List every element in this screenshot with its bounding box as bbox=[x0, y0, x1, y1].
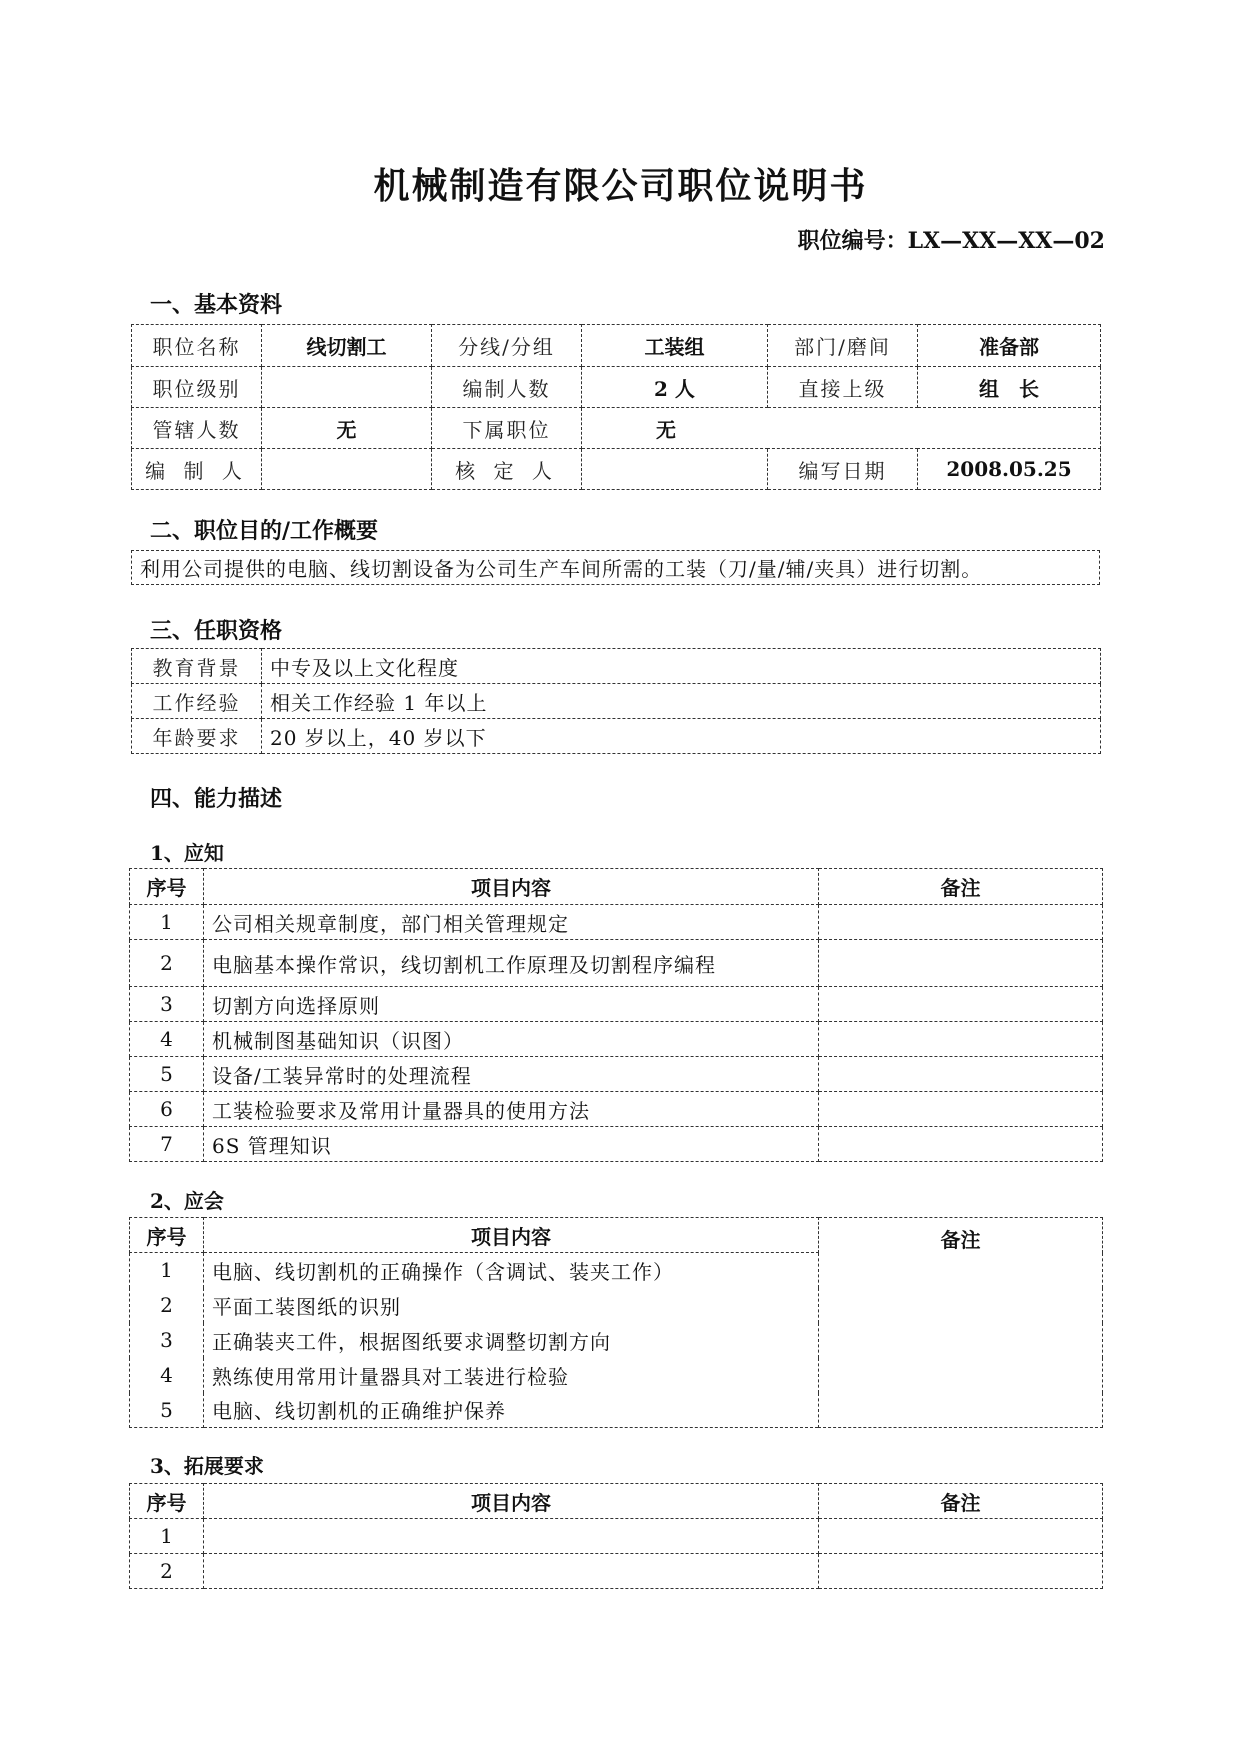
row-number: 2 bbox=[130, 940, 204, 987]
row-number: 4 bbox=[130, 1358, 204, 1393]
row-content bbox=[204, 1519, 819, 1554]
extend-table bbox=[129, 1483, 1103, 1589]
value-department: 准备部 bbox=[918, 325, 1101, 367]
table-row bbox=[130, 1127, 1103, 1162]
row-number: 5 bbox=[130, 1057, 204, 1092]
table-row bbox=[130, 1554, 1103, 1589]
column-header-no: 序号 bbox=[130, 1218, 204, 1253]
value-position-name: 线切割工 bbox=[262, 325, 432, 367]
qualification-table bbox=[131, 648, 1101, 754]
row-content: 6S 管理知识 bbox=[204, 1127, 819, 1162]
row-remark bbox=[819, 1554, 1103, 1589]
table-row bbox=[130, 1057, 1103, 1092]
value-managed-count: 无 bbox=[262, 408, 432, 449]
label-position-level: 职位级别 bbox=[132, 367, 262, 408]
row-content: 电脑、线切割机的正确操作（含调试、装夹工作） bbox=[204, 1253, 819, 1288]
row-content: 平面工装图纸的识别 bbox=[204, 1288, 819, 1323]
row-number: 4 bbox=[130, 1022, 204, 1057]
value-approver bbox=[582, 449, 768, 490]
value-write-date: 2008.05.25 bbox=[918, 449, 1101, 490]
row-remark bbox=[819, 987, 1103, 1022]
row-content: 正确装夹工件，根据图纸要求调整切割方向 bbox=[204, 1323, 819, 1358]
section-qualification-heading: 三、任职资格 bbox=[150, 618, 283, 644]
value-author bbox=[262, 449, 432, 490]
label-education: 教育背景 bbox=[132, 649, 262, 684]
label-line-group: 分线/分组 bbox=[432, 325, 582, 367]
column-header-remark: 备注 bbox=[819, 1484, 1103, 1519]
row-content: 熟练使用常用计量器具对工装进行检验 bbox=[204, 1358, 819, 1393]
purpose-table bbox=[131, 550, 1100, 585]
document-title: 机械制造有限公司职位说明书 bbox=[373, 165, 868, 207]
row-number: 7 bbox=[130, 1127, 204, 1162]
value-headcount: 2 人 bbox=[582, 367, 768, 408]
row-number: 1 bbox=[130, 905, 204, 940]
row-content: 电脑基本操作常识，线切割机工作原理及切割程序编程 bbox=[204, 940, 819, 987]
table-row bbox=[130, 987, 1103, 1022]
section-purpose-heading: 二、职位目的/工作概要 bbox=[150, 518, 379, 544]
value-line-group: 工装组 bbox=[582, 325, 768, 367]
label-write-date: 编写日期 bbox=[768, 449, 918, 490]
label-subordinate: 下属职位 bbox=[432, 408, 582, 449]
label-supervisor: 直接上级 bbox=[768, 367, 918, 408]
know-table bbox=[129, 868, 1103, 1162]
column-header-content: 项目内容 bbox=[204, 1218, 819, 1253]
value-position-level bbox=[262, 367, 432, 408]
label-age: 年龄要求 bbox=[132, 719, 262, 754]
row-number: 1 bbox=[130, 1253, 204, 1288]
column-header-content: 项目内容 bbox=[204, 1484, 819, 1519]
row-number: 2 bbox=[130, 1554, 204, 1589]
column-header-content: 项目内容 bbox=[204, 869, 819, 905]
column-header-no: 序号 bbox=[130, 1484, 204, 1519]
row-remark bbox=[819, 1519, 1103, 1554]
basic-info-table bbox=[131, 324, 1101, 490]
row-number: 2 bbox=[130, 1288, 204, 1323]
row-content: 工装检验要求及常用计量器具的使用方法 bbox=[204, 1092, 819, 1127]
row-content: 机械制图基础知识（识图） bbox=[204, 1022, 819, 1057]
row-content: 切割方向选择原则 bbox=[204, 987, 819, 1022]
row-remark bbox=[819, 940, 1103, 987]
position-code: 职位编号：LX—XX—XX—02 bbox=[797, 228, 1105, 254]
skill-subheading: 2、应会 bbox=[150, 1189, 224, 1213]
label-experience: 工作经验 bbox=[132, 684, 262, 719]
label-department: 部门/磨间 bbox=[768, 325, 918, 367]
label-author: 编 制 人 bbox=[132, 449, 262, 490]
row-number: 3 bbox=[130, 987, 204, 1022]
label-managed-count: 管辖人数 bbox=[132, 408, 262, 449]
column-header-remark: 备注 bbox=[819, 869, 1103, 905]
row-remark bbox=[819, 905, 1103, 940]
section-ability-heading: 四、能力描述 bbox=[150, 786, 283, 812]
label-position-name: 职位名称 bbox=[132, 325, 262, 367]
row-content bbox=[204, 1554, 819, 1589]
table-row bbox=[130, 1022, 1103, 1057]
column-header-remark: 备注 bbox=[819, 1218, 1103, 1428]
purpose-text: 利用公司提供的电脑、线切割设备为公司生产车间所需的工装（刀/量/辅/夹具）进行切割。 bbox=[132, 551, 1100, 585]
table-row bbox=[130, 1519, 1103, 1554]
row-content: 设备/工装异常时的处理流程 bbox=[204, 1057, 819, 1092]
value-subordinate: 无 bbox=[582, 408, 1101, 449]
know-subheading: 1、应知 bbox=[150, 841, 224, 865]
table-row bbox=[130, 905, 1103, 940]
column-header-no: 序号 bbox=[130, 869, 204, 905]
table-row bbox=[130, 1092, 1103, 1127]
row-remark bbox=[819, 1057, 1103, 1092]
row-number: 1 bbox=[130, 1519, 204, 1554]
label-headcount: 编制人数 bbox=[432, 367, 582, 408]
section-basic-heading: 一、基本资料 bbox=[150, 292, 283, 318]
value-experience: 相关工作经验 1 年以上 bbox=[262, 684, 1101, 719]
row-remark bbox=[819, 1127, 1103, 1162]
row-number: 5 bbox=[130, 1393, 204, 1428]
table-row bbox=[130, 940, 1103, 987]
value-supervisor: 组 长 bbox=[918, 367, 1101, 408]
row-number: 6 bbox=[130, 1092, 204, 1127]
extend-subheading: 3、拓展要求 bbox=[150, 1454, 264, 1478]
label-approver: 核 定 人 bbox=[432, 449, 582, 490]
skill-table bbox=[129, 1217, 1103, 1428]
row-remark bbox=[819, 1022, 1103, 1057]
row-number: 3 bbox=[130, 1323, 204, 1358]
value-education: 中专及以上文化程度 bbox=[262, 649, 1101, 684]
row-remark bbox=[819, 1092, 1103, 1127]
value-age: 20 岁以上，40 岁以下 bbox=[262, 719, 1101, 754]
row-content: 公司相关规章制度，部门相关管理规定 bbox=[204, 905, 819, 940]
row-content: 电脑、线切割机的正确维护保养 bbox=[204, 1393, 819, 1428]
